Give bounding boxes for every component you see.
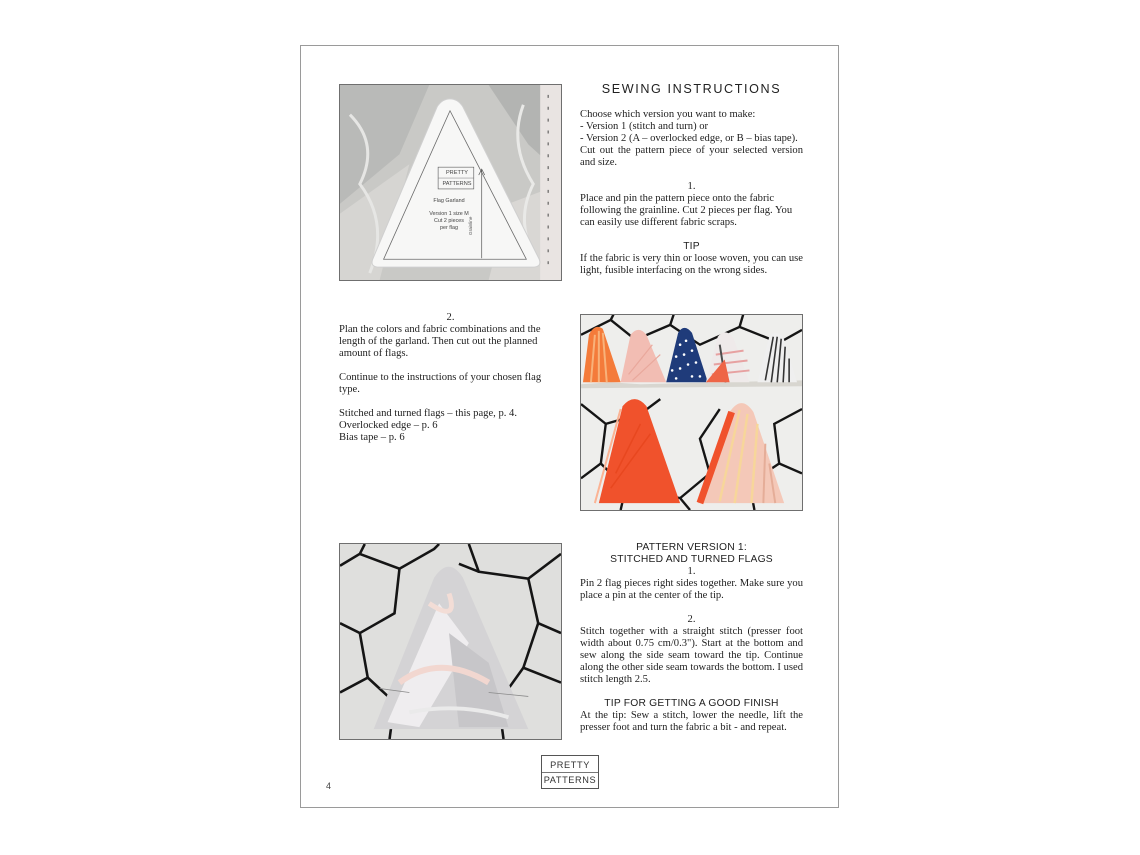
pattern-label-per: per flag (440, 225, 458, 231)
plan-text-block (339, 312, 562, 444)
intro-text-block (580, 109, 803, 277)
plan-ref-1: Stitched and turned flags – this page, p. 4. (339, 408, 517, 419)
pattern-label-version: Version 1 size M (429, 211, 469, 217)
version1-step2-text: Stitch together with a straight stitch (presser foot width about 0.75 cm/0.3"). Start at the bottom and sew along the side seam toward the tip. Continue along the other side seam towards the bottom. I used stitch length 2.5. (580, 626, 804, 685)
version1-text-block (580, 542, 803, 734)
intro-step1-number: 1. (687, 181, 696, 192)
page-title: SEWING INSTRUCTIONS (601, 82, 782, 96)
intro-line-1: Choose which version you want to make: (580, 109, 756, 120)
version1-step1-text: Pin 2 flag pieces right sides together. Make sure you place a pin at the center of the tip. (580, 578, 803, 601)
plan-step2-text: Plan the colors and fabric combinations and the length of the garland. Then cut out the planned amount of flags. (339, 324, 541, 359)
footer-logo-line2: PATTERNS (543, 775, 597, 785)
intro-line-4: Cut out the pattern piece of your selected version and size. (580, 145, 803, 168)
version1-heading-line1: PATTERN VERSION 1: (636, 542, 747, 553)
plan-ref-2: Overlocked edge – p. 6 (339, 420, 438, 431)
plan-continue-text: Continue to the instructions of your chosen flag type. (339, 372, 542, 395)
version1-tip-text: At the tip: Sew a stitch, lower the needle, lift the presser foot and turn the fabric a bit - and repeat. (580, 710, 803, 733)
pattern-label-logo (439, 168, 475, 190)
plan-step2-number: 2. (446, 312, 455, 323)
pattern-label-logo-line2: PATTERNS (442, 181, 472, 187)
footer-logo-line1: PRETTY (550, 760, 590, 770)
pinned-flag-image (340, 544, 561, 739)
pattern-label-name: Flag Garland (433, 198, 465, 204)
intro-line-3: - Version 2 (A – overlocked edge, or B – bias tape). (580, 133, 798, 144)
pattern-label-grainline: Grainline (468, 216, 473, 235)
page-number: 4 (326, 781, 332, 791)
photo-fabric-flags (580, 314, 803, 511)
plan-ref-3: Bias tape – p. 6 (339, 432, 405, 443)
document-page (300, 45, 839, 808)
version1-heading-line2: STITCHED AND TURNED FLAGS (610, 554, 773, 565)
pattern-label-cut: Cut 2 pieces (434, 218, 464, 224)
photo-pattern-piece (339, 84, 562, 281)
intro-tip-heading: TIP (683, 241, 700, 252)
version1-step1-number: 1. (687, 566, 696, 577)
fabric-flags-image (581, 315, 802, 510)
footer-logo (541, 755, 599, 789)
intro-tip-text: If the fabric is very thin or loose woven, you can use light, fusible interfacing on the wrong sides. (580, 253, 803, 276)
photo-pinned-flag (339, 543, 562, 740)
pattern-label-logo-line1: PRETTY (445, 170, 469, 176)
intro-line-2: - Version 1 (stitch and turn) or (580, 121, 709, 132)
intro-step1-text: Place and pin the pattern piece onto the fabric following the grainline. Cut 2 pieces per flag. You can easily use different fabric scraps. (580, 193, 793, 228)
version1-tip-heading: TIP FOR GETTING A GOOD FINISH (604, 698, 779, 709)
version1-step2-number: 2. (687, 614, 696, 625)
